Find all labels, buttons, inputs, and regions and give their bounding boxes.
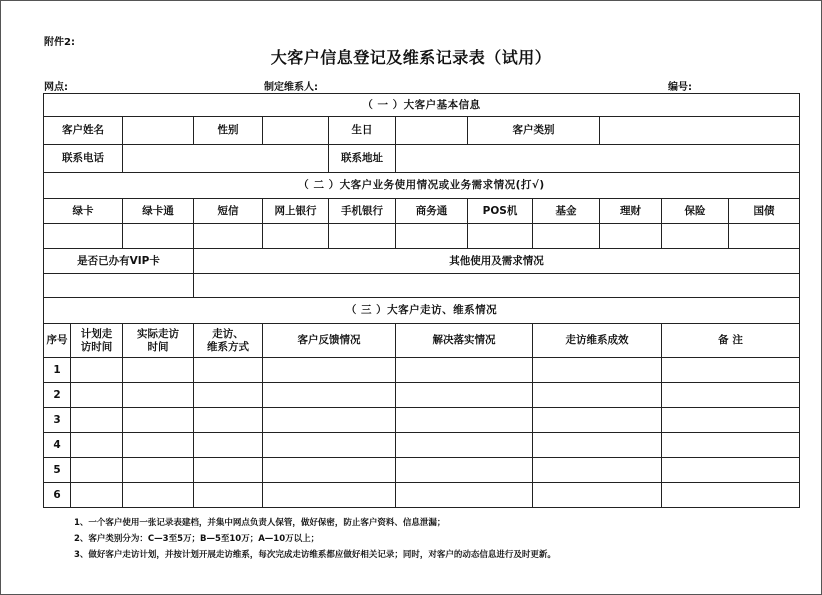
solution-cell[interactable] <box>396 408 533 433</box>
visit-method-cell[interactable] <box>194 383 263 408</box>
service-label: 保险 <box>662 199 729 224</box>
table-row <box>44 408 800 433</box>
table-row <box>44 458 800 483</box>
service-check-cell[interactable] <box>263 224 329 249</box>
visit-method-cell[interactable] <box>194 358 263 383</box>
serial-label: 编号: <box>668 82 692 93</box>
gender-field[interactable] <box>263 117 329 145</box>
solution-header: 解决落实情况 <box>396 324 533 358</box>
result-cell[interactable] <box>533 383 662 408</box>
section3-title-row <box>44 298 800 324</box>
actual-time-cell[interactable] <box>123 433 194 458</box>
table-row <box>44 433 800 458</box>
vip-card-field[interactable] <box>44 274 194 298</box>
visit-method-cell[interactable] <box>194 433 263 458</box>
service-label: 手机银行 <box>329 199 396 224</box>
service-check-cell[interactable] <box>662 224 729 249</box>
service-label: 理财 <box>600 199 662 224</box>
result-cell[interactable] <box>533 358 662 383</box>
seq-header: 序号 <box>44 324 71 358</box>
service-label: 短信 <box>194 199 263 224</box>
phone-field[interactable] <box>123 145 329 173</box>
footnote: 3、做好客户走访计划，并按计划开展走访维系，每次完成走访维系都应做好相关记录；同时，对客户的动态信息进行及时更新。 <box>74 550 556 560</box>
section1-title-row <box>44 94 800 117</box>
feedback-cell[interactable] <box>263 358 396 383</box>
planned-time-cell[interactable] <box>71 483 123 508</box>
planned-time-cell[interactable] <box>71 433 123 458</box>
basic-info-row-1 <box>44 117 800 145</box>
actual-time-cell[interactable] <box>123 358 194 383</box>
table-row <box>44 483 800 508</box>
feedback-cell[interactable] <box>263 458 396 483</box>
row-number: 5 <box>44 458 71 483</box>
remarks-cell[interactable] <box>662 358 800 383</box>
visit-method-cell[interactable] <box>194 483 263 508</box>
table-row <box>44 358 800 383</box>
address-field[interactable] <box>396 145 800 173</box>
phone-label: 联系电话 <box>44 145 123 173</box>
service-label: 基金 <box>533 199 600 224</box>
visit-header-row <box>44 324 800 358</box>
section2-title: （ 二 ）大客户业务使用情况或业务需求情况(打√) <box>44 173 800 199</box>
service-label: 国债 <box>729 199 800 224</box>
row-number: 6 <box>44 483 71 508</box>
customer-category-label: 客户类别 <box>468 117 600 145</box>
solution-cell[interactable] <box>396 433 533 458</box>
service-check-cell[interactable] <box>123 224 194 249</box>
planned-time-header: 计划走 访时间 <box>71 324 123 358</box>
service-check-cell[interactable] <box>44 224 123 249</box>
result-cell[interactable] <box>533 458 662 483</box>
feedback-cell[interactable] <box>263 433 396 458</box>
row-number: 1 <box>44 358 71 383</box>
footnote: 2、客户类别分为：C—3至5万；B—5至10万；A—10万以上； <box>74 534 320 544</box>
solution-cell[interactable] <box>396 483 533 508</box>
service-label: 绿卡通 <box>123 199 194 224</box>
actual-time-header: 实际走访 时间 <box>123 324 194 358</box>
planned-time-cell[interactable] <box>71 358 123 383</box>
outlet-label: 网点: <box>44 82 68 93</box>
vip-card-label: 是否已办有VIP卡 <box>44 249 194 274</box>
service-check-cell[interactable] <box>600 224 662 249</box>
service-check-cell[interactable] <box>468 224 533 249</box>
attachment-label: 附件2: <box>44 37 75 48</box>
footnote: 1、一个客户使用一张记录表建档，并集中网点负责人保管，做好保密，防止客户资料、信息泄漏； <box>74 518 446 528</box>
result-cell[interactable] <box>533 408 662 433</box>
planned-time-cell[interactable] <box>71 383 123 408</box>
section1-title: （ 一 ）大客户基本信息 <box>44 94 800 117</box>
service-check-row <box>44 224 800 249</box>
service-label: 网上银行 <box>263 199 329 224</box>
remarks-cell[interactable] <box>662 383 800 408</box>
table-row <box>44 383 800 408</box>
remarks-header: 备 注 <box>662 324 800 358</box>
actual-time-cell[interactable] <box>123 408 194 433</box>
solution-cell[interactable] <box>396 358 533 383</box>
remarks-cell[interactable] <box>662 433 800 458</box>
row-number: 2 <box>44 383 71 408</box>
solution-cell[interactable] <box>396 383 533 408</box>
footnotes <box>74 515 556 563</box>
remarks-cell[interactable] <box>662 483 800 508</box>
visit-method-cell[interactable] <box>194 458 263 483</box>
address-label: 联系地址 <box>329 145 396 173</box>
service-label: POS机 <box>468 199 533 224</box>
service-check-cell[interactable] <box>396 224 468 249</box>
feedback-cell[interactable] <box>263 483 396 508</box>
solution-cell[interactable] <box>396 458 533 483</box>
remarks-cell[interactable] <box>662 458 800 483</box>
gender-label: 性别 <box>194 117 263 145</box>
other-usage-label: 其他使用及需求情况 <box>194 249 800 274</box>
actual-time-cell[interactable] <box>123 483 194 508</box>
feedback-header: 客户反馈情况 <box>263 324 396 358</box>
maintainer-label: 制定维系人: <box>264 82 318 93</box>
service-label: 绿卡 <box>44 199 123 224</box>
service-label: 商务通 <box>396 199 468 224</box>
birthday-field[interactable] <box>396 117 468 145</box>
visit-method-header: 走访、 维系方式 <box>194 324 263 358</box>
row-number: 4 <box>44 433 71 458</box>
form-title: 大客户信息登记及维系记录表（试用） <box>270 48 552 67</box>
service-check-cell[interactable] <box>729 224 800 249</box>
visit-method-cell[interactable] <box>194 408 263 433</box>
customer-name-label: 客户姓名 <box>44 117 123 145</box>
section3-title: （ 三 ）大客户走访、维系情况 <box>44 298 800 324</box>
service-check-cell[interactable] <box>533 224 600 249</box>
result-header: 走访维系成效 <box>533 324 662 358</box>
feedback-cell[interactable] <box>263 383 396 408</box>
basic-info-row-2 <box>44 145 800 173</box>
remarks-cell[interactable] <box>662 408 800 433</box>
birthday-label: 生日 <box>329 117 396 145</box>
planned-time-cell[interactable] <box>71 408 123 433</box>
section2-title-row <box>44 173 800 199</box>
result-cell[interactable] <box>533 483 662 508</box>
service-check-cell[interactable] <box>194 224 263 249</box>
customer-name-field[interactable] <box>123 117 194 145</box>
planned-time-cell[interactable] <box>71 458 123 483</box>
service-check-cell[interactable] <box>329 224 396 249</box>
record-form-table <box>43 93 800 508</box>
vip-value-row <box>44 274 800 298</box>
actual-time-cell[interactable] <box>123 383 194 408</box>
vip-header-row <box>44 249 800 274</box>
result-cell[interactable] <box>533 433 662 458</box>
feedback-cell[interactable] <box>263 408 396 433</box>
service-header-row <box>44 199 800 224</box>
other-usage-field[interactable] <box>194 274 800 298</box>
row-number: 3 <box>44 408 71 433</box>
actual-time-cell[interactable] <box>123 458 194 483</box>
customer-category-field[interactable] <box>600 117 800 145</box>
